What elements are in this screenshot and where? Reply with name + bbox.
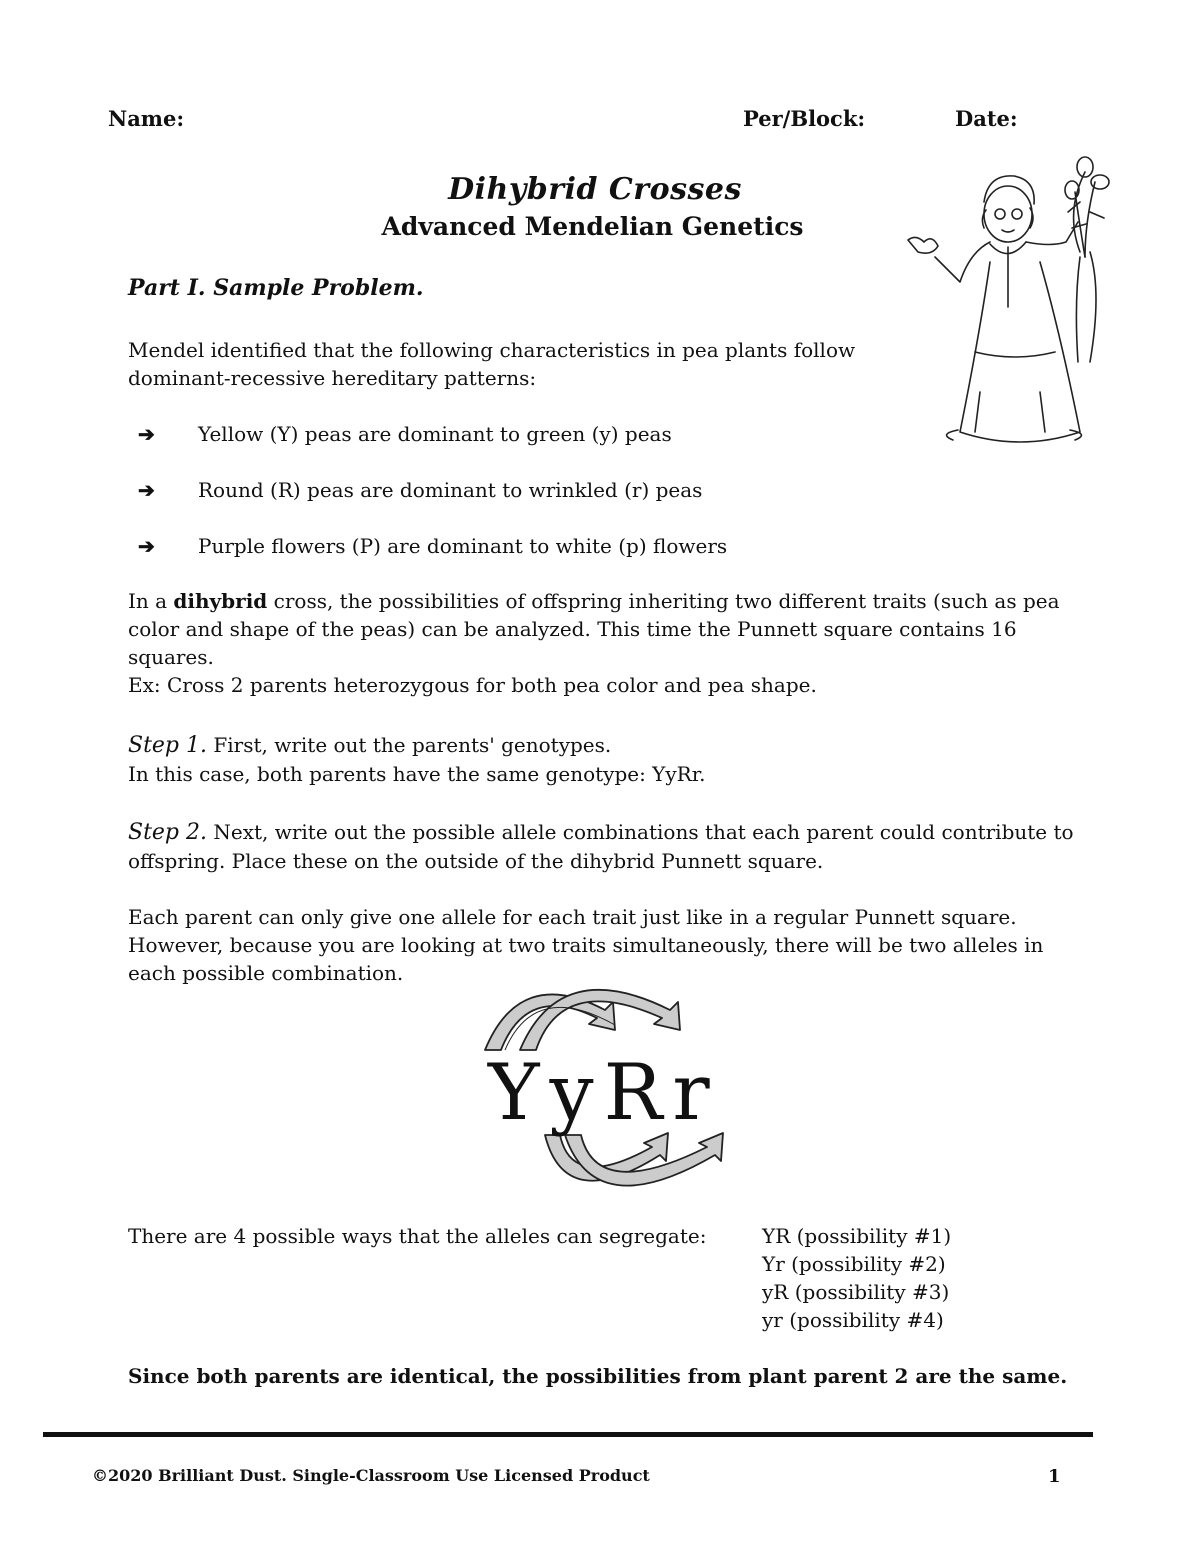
possibility-item: yr (possibility #4) xyxy=(762,1308,944,1332)
step2-label: Step 2. xyxy=(128,820,207,845)
explanation-paragraph xyxy=(128,903,1108,987)
perblock-label: Per/Block: xyxy=(743,106,866,131)
intro-line: Mendel identified that the following characteristics in pea plants follow xyxy=(128,338,856,362)
dihybrid-line: color and shape of the peas) can be analyzed. This time the Punnett square contains 16 xyxy=(128,617,1017,641)
intro-line: dominant-recessive hereditary patterns: xyxy=(128,366,537,390)
dihybrid-line xyxy=(128,587,1108,615)
step2-line xyxy=(128,818,1108,847)
arrow-icon: ➔ xyxy=(138,478,155,502)
conclusion: Since both parents are identical, the possibilities from plant parent 2 are the same. xyxy=(128,1364,1068,1388)
step2-text: Next, write out the possible allele combinations that each parent could contribute to xyxy=(207,820,1074,844)
example-line: Ex: Cross 2 parents heterozygous for both pea color and pea shape. xyxy=(128,673,817,697)
date-label: Date: xyxy=(955,106,1018,131)
arrow-icon: ➔ xyxy=(138,534,155,558)
bullet-item xyxy=(138,532,727,588)
segregate-options xyxy=(762,1222,951,1334)
step1 xyxy=(128,731,1028,788)
mendel-illustration xyxy=(890,152,1130,452)
bullet-item xyxy=(138,420,727,476)
explanation-line: Each parent can only give one allele for each trait just like in a regular Punnett square. xyxy=(128,905,1017,929)
explanation-line: However, because you are looking at two traits simultaneously, there will be two alleles in xyxy=(128,933,1044,957)
segregate-label: There are 4 possible ways that the alleles can segregate: xyxy=(128,1224,707,1248)
bullet-text: Round (R) peas are dominant to wrinkled (r) peas xyxy=(198,478,703,502)
footer-rule xyxy=(43,1432,1093,1437)
bullet-item xyxy=(138,476,727,532)
allele-combination-figure xyxy=(470,980,740,1205)
part1-heading: Part I. Sample Problem. xyxy=(128,275,424,301)
allele-letter: y xyxy=(549,1048,604,1138)
bullet-text: Purple flowers (P) are dominant to white (p) flowers xyxy=(198,534,728,558)
dihybrid-term: dihybrid xyxy=(173,589,268,613)
title-script: Dihybrid Crosses xyxy=(448,172,742,207)
allele-letter: R xyxy=(603,1048,673,1138)
name-label: Name: xyxy=(108,106,185,131)
copyright: ©2020 Brilliant Dust. Single-Classroom Use Licensed Product xyxy=(92,1466,650,1485)
allele-letters xyxy=(488,1048,720,1138)
dihybrid-post: cross, the possibilities of offspring inheriting two different traits (such as pea xyxy=(267,589,1060,613)
step1-label: Step 1. xyxy=(128,733,207,758)
bullet-list xyxy=(138,420,727,588)
dihybrid-pre: In a xyxy=(128,589,174,613)
explanation-line: each possible combination. xyxy=(128,961,404,985)
step1-text: First, write out the parents' genotypes. xyxy=(207,733,612,757)
possibility-item: YR (possibility #1) xyxy=(762,1224,952,1248)
step1-line xyxy=(128,731,1028,760)
intro-paragraph xyxy=(128,336,888,392)
allele-letter: r xyxy=(672,1048,720,1138)
dihybrid-paragraph xyxy=(128,587,1108,699)
title-main: Advanced Mendelian Genetics xyxy=(381,212,804,241)
page-number: 1 xyxy=(1048,1466,1061,1487)
allele-letter: Y xyxy=(488,1048,550,1138)
possibility-item: yR (possibility #3) xyxy=(762,1280,950,1304)
step1-line: In this case, both parents have the same genotype: YyRr. xyxy=(128,762,706,786)
possibility-item: Yr (possibility #2) xyxy=(762,1252,946,1276)
dihybrid-line: squares. xyxy=(128,645,214,669)
arrow-icon: ➔ xyxy=(138,422,155,446)
step2-line: offspring. Place these on the outside of the dihybrid Punnett square. xyxy=(128,849,824,873)
bullet-text: Yellow (Y) peas are dominant to green (y) peas xyxy=(198,422,672,446)
step2 xyxy=(128,818,1108,875)
